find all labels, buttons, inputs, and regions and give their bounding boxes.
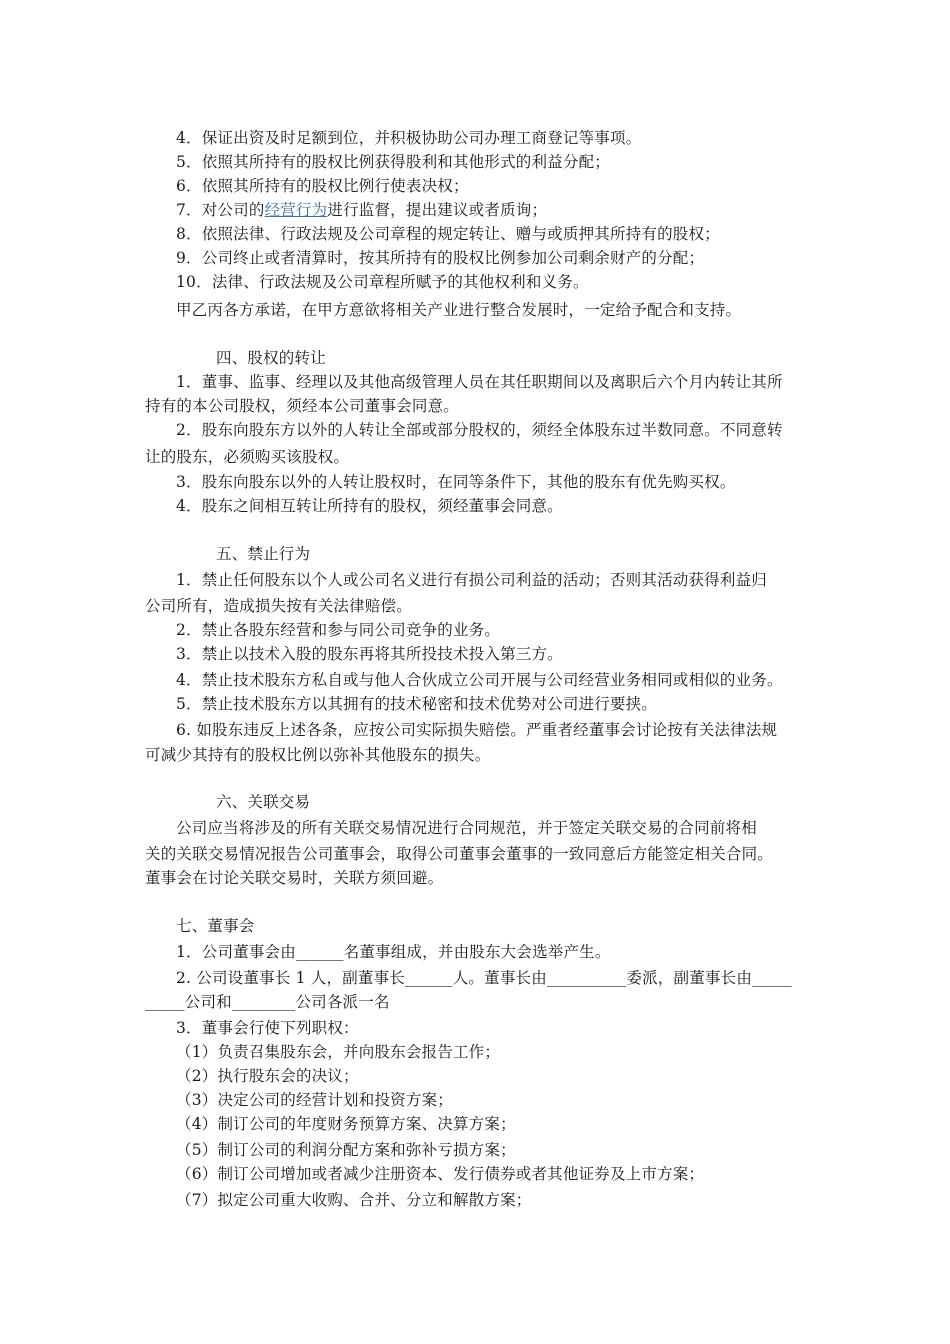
list-item: （2）执行股东会的决议； — [176, 1067, 359, 1085]
paragraph-line — [176, 198, 547, 222]
paragraph-line: 1．公司董事会由______名董事组成，并由股东大会选举产生。 — [176, 943, 611, 961]
paragraph-line: 董事会在讨论关联交易时，关联方须回避。 — [145, 869, 444, 887]
paragraph-line: 8．依照法律、行政法规及公司章程的规定转让、赠与或质押其所持有的股权； — [176, 225, 720, 243]
paragraph-line: 9．公司终止或者清算时，按其所持有的股权比例参加公司剩余财产的分配； — [176, 249, 705, 267]
paragraph-line: 3．禁止以技术入股的股东再将其所投技术投入第三方。 — [176, 645, 563, 663]
business-conduct-link[interactable]: 经营行为 — [264, 201, 328, 219]
paragraph-line: 6. 如股东违反上述各条，应按公司实际损失赔偿。严重者经董事会讨论按有关法律法规 — [176, 721, 778, 739]
paragraph-line: 持有的本公司股权，须经本公司董事会同意。 — [145, 397, 460, 415]
paragraph-line: 4．保证出资及时足额到位，并积极协助公司办理工商登记等事项。 — [176, 129, 642, 147]
paragraph-line: 6．依照其所持有的股权比例行使表决权； — [176, 177, 469, 195]
paragraph-line: 可减少其持有的股权比例以弥补其他股东的损失。 — [145, 746, 491, 764]
paragraph-line: _____公司和________公司各派一名 — [145, 993, 390, 1011]
paragraph-line: 10．法律、行政法规及公司章程所赋予的其他权利和义务。 — [176, 273, 589, 291]
paragraph-line: 4．禁止技术股东方私自或与他人合伙成立公司开展与公司经营业务相同或相似的业务。 — [176, 671, 783, 689]
paragraph-line: 2．禁止各股东经营和参与同公司竞争的业务。 — [176, 621, 501, 639]
paragraph-line: 2. 公司设董事长 1 人，副董事长______人。董事长由__________委派，副董事长由_____ — [176, 969, 792, 987]
paragraph-line: 甲乙丙各方承诺，在甲方意欲将相关产业进行整合发展时，一定给予配合和支持。 — [176, 301, 742, 319]
paragraph-line: 5．禁止技术股东方以其拥有的技术秘密和技术优势对公司进行要挟。 — [176, 695, 658, 713]
section-heading: 五、禁止行为 — [216, 545, 311, 563]
section-heading: 四、股权的转让 — [216, 349, 326, 367]
paragraph-line: 公司应当将涉及的所有关联交易情况进行合同规范，并于签定关联交易的合同前将相 — [176, 819, 757, 837]
paragraph-line: 1．董事、监事、经理以及其他高级管理人员在其任职期间以及离职后六个月内转让其所 — [176, 373, 783, 391]
list-item: （3）决定公司的经营计划和投资方案； — [176, 1091, 453, 1109]
list-item: （6）制订公司增加或者减少注册资本、发行债券或者其他证券及上市方案； — [176, 1165, 705, 1183]
paragraph-line: 3．董事会行使下列职权： — [176, 1019, 359, 1037]
list-item: （1）负责召集股东会，并向股东会报告工作； — [176, 1043, 501, 1061]
paragraph-line: 4．股东之间相互转让所持有的股权，须经董事会同意。 — [176, 497, 563, 515]
section-heading: 七、董事会 — [176, 917, 255, 935]
paragraph-line: 2．股东向股东方以外的人转让全部或部分股权的，须经全体股东过半数同意。不同意转 — [176, 421, 783, 439]
paragraph-line: 5．依照其所持有的股权比例获得股利和其他形式的利益分配； — [176, 153, 610, 171]
list-item: （5）制订公司的利润分配方案和弥补亏损方案； — [176, 1141, 516, 1159]
line-text: 进行监督，提出建议或者质询； — [327, 201, 548, 219]
paragraph-line: 让的股东，必须购买该股权。 — [145, 448, 350, 466]
paragraph-line: 关的关联交易情况报告公司董事会，取得公司董事会董事的一致同意后方能签定相关合同。 — [145, 845, 774, 863]
list-item: （7）拟定公司重大收购、合并、分立和解散方案； — [176, 1191, 532, 1209]
paragraph-line: 公司所有，造成损失按有关法律赔偿。 — [145, 597, 412, 615]
list-item: （4）制订公司的年度财务预算方案、决算方案； — [176, 1115, 516, 1133]
paragraph-line: 3．股东向股东以外的人转让股权时，在同等条件下，其他的股东有优先购买权。 — [176, 473, 736, 491]
section-heading: 六、关联交易 — [216, 793, 311, 811]
paragraph-line: 1．禁止任何股东以个人或公司名义进行有损公司利益的活动；否则其活动获得利益归 — [176, 571, 767, 589]
line-text: 7．对公司的 — [176, 201, 265, 219]
